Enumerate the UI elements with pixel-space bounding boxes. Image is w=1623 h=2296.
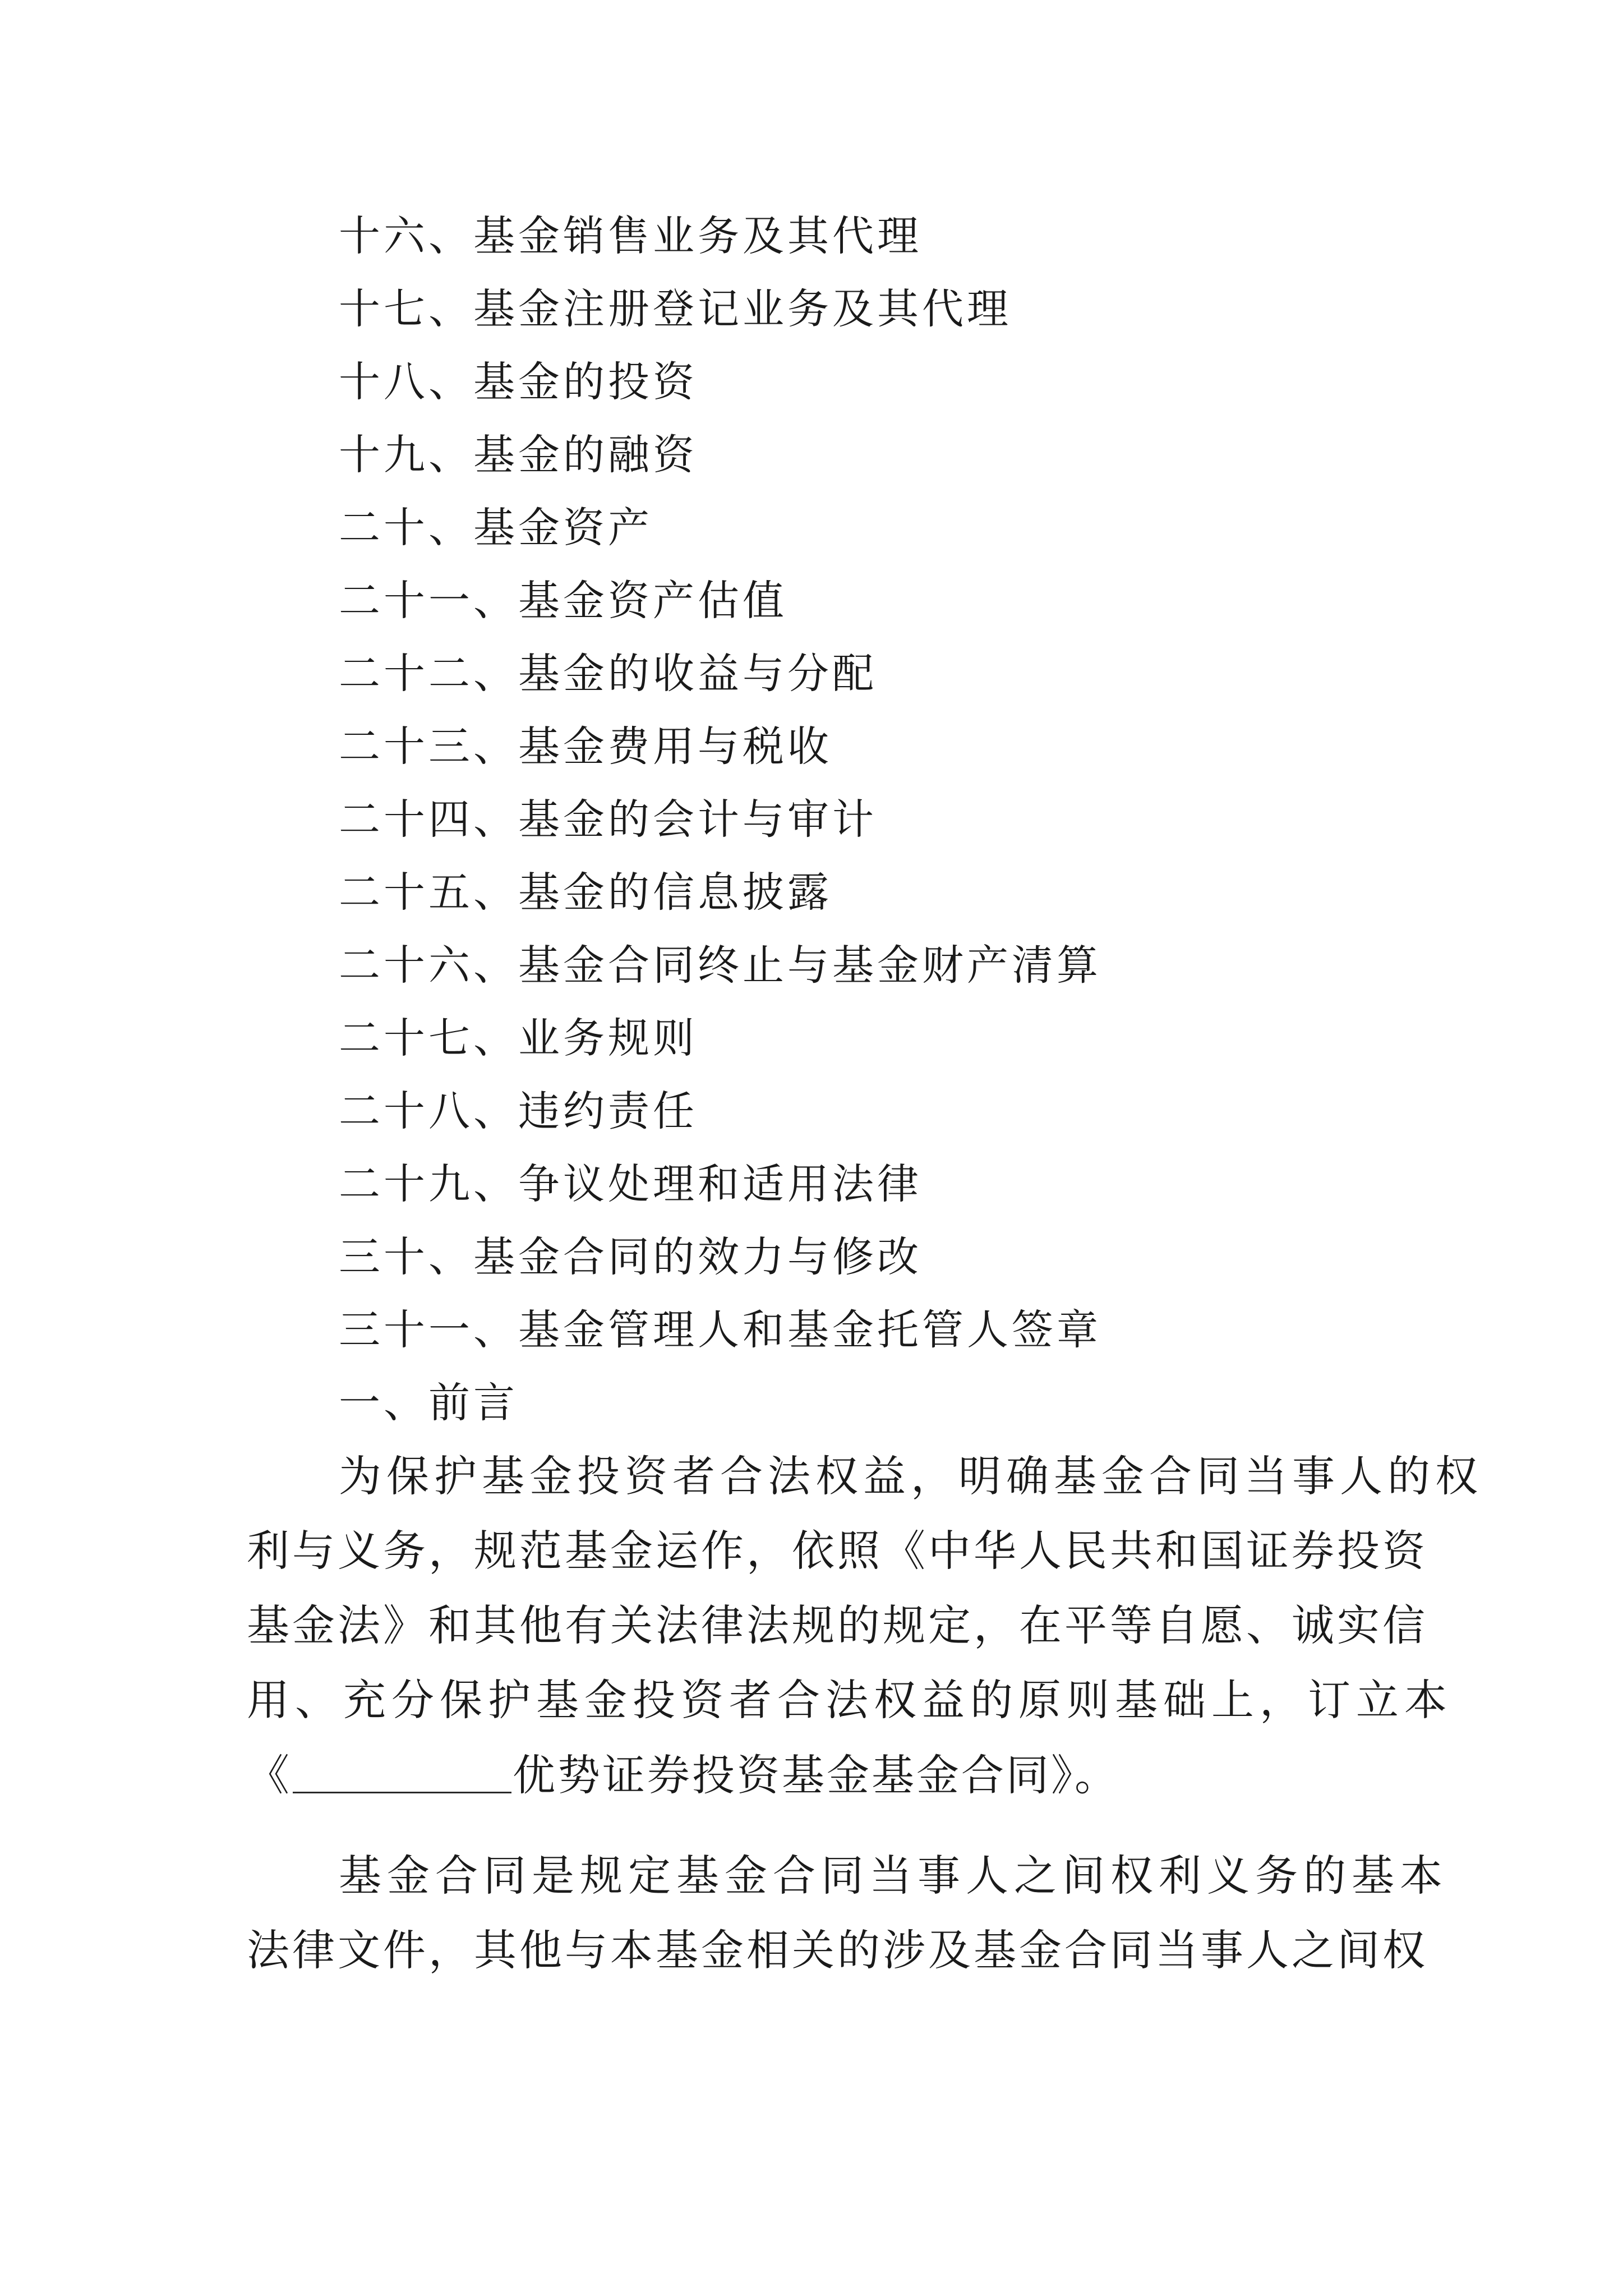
paragraph-1-line-4: 用、充分保护基金投资者合法权益的原则基础上，订立本 bbox=[247, 1675, 1453, 1725]
toc-item-24: 二十四、基金的会计与审计 bbox=[339, 795, 877, 844]
toc-item-27: 二十七、业务规则 bbox=[339, 1014, 698, 1062]
toc-item-29: 二十九、争议处理和适用法律 bbox=[339, 1160, 922, 1208]
paragraph-2-line-1: 基金合同是规定基金合同当事人之间权利义务的基本 bbox=[339, 1851, 1448, 1901]
toc-item-20: 二十、基金资产 bbox=[339, 504, 653, 552]
fund-name-blank bbox=[293, 1754, 511, 1793]
paragraph-1-line-1: 为保护基金投资者合法权益，明确基金合同当事人的权 bbox=[339, 1451, 1483, 1501]
toc-item-21: 二十一、基金资产估值 bbox=[339, 577, 787, 625]
toc-item-22: 二十二、基金的收益与分配 bbox=[339, 650, 877, 698]
paragraph-1-line-3: 基金法》和其他有关法律法规的规定，在平等自愿、诚实信 bbox=[247, 1600, 1428, 1650]
toc-item-23: 二十三、基金费用与税收 bbox=[339, 723, 832, 771]
toc-item-31: 三十一、基金管理人和基金托管人签章 bbox=[339, 1306, 1101, 1354]
toc-item-17: 十七、基金注册登记业务及其代理 bbox=[339, 285, 1012, 333]
toc-item-16: 十六、基金销售业务及其代理 bbox=[339, 212, 922, 260]
paragraph-1-line-2: 利与义务，规范基金运作，依照《中华人民共和国证券投资 bbox=[247, 1526, 1428, 1576]
toc-item-18: 十八、基金的投资 bbox=[339, 358, 698, 406]
toc-item-26: 二十六、基金合同终止与基金财产清算 bbox=[339, 941, 1101, 990]
section-heading: 一、前言 bbox=[339, 1379, 518, 1427]
toc-item-25: 二十五、基金的信息披露 bbox=[339, 868, 832, 917]
open-title-bracket: 《 bbox=[247, 1750, 292, 1800]
paragraph-1-line-5 bbox=[247, 1750, 1119, 1800]
paragraph-2-line-2: 法律文件，其他与本基金相关的涉及基金合同当事人之间权 bbox=[247, 1925, 1428, 1975]
toc-item-30: 三十、基金合同的效力与修改 bbox=[339, 1233, 922, 1281]
toc-item-28: 二十八、违约责任 bbox=[339, 1087, 698, 1135]
contract-title-remainder: 优势证券投资基金基金合同》。 bbox=[513, 1750, 1119, 1800]
toc-item-19: 十九、基金的融资 bbox=[339, 431, 698, 479]
